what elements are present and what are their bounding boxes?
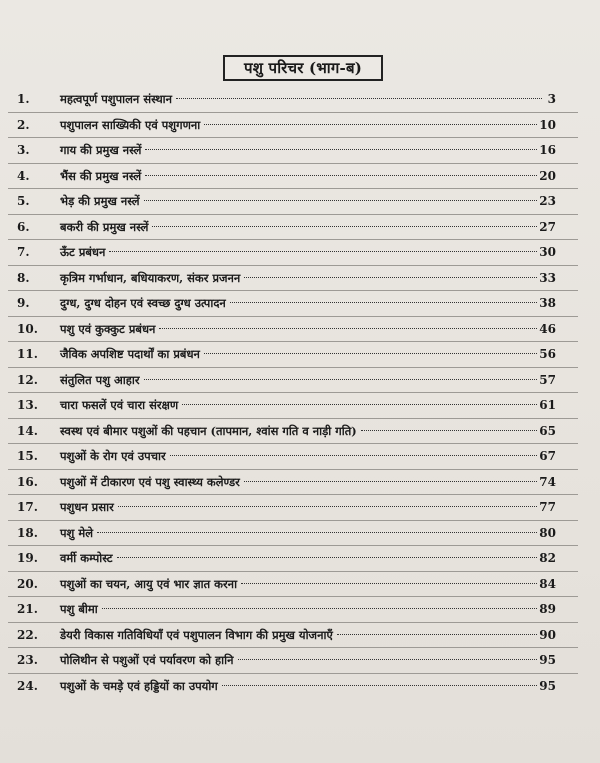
toc-entry-label: कृत्रिम गर्भाधान, बधियाकरण, संकर प्रजनन	[60, 270, 241, 285]
dot-leader	[244, 481, 537, 482]
toc-entry-number: 3.	[17, 143, 30, 157]
toc-entry	[60, 164, 556, 188]
dot-leader	[145, 149, 537, 150]
toc-entry-page-number: 67	[539, 449, 556, 463]
toc-entry	[60, 419, 556, 443]
toc-entry	[60, 138, 556, 162]
toc-entry	[60, 444, 556, 468]
toc-entry-label: पशुओं का चयन, आयु एवं भार ज्ञात करना	[60, 576, 238, 591]
toc-entry	[60, 368, 556, 392]
toc-row	[0, 648, 600, 672]
toc-entry-label: संतुलित पशु आहार	[60, 372, 140, 387]
toc-entry-page-number: 80	[539, 525, 556, 540]
toc-entry-label: भैंस की प्रमुख नस्लें	[60, 168, 142, 183]
toc-entry-number: 14.	[17, 423, 38, 438]
toc-row	[0, 444, 600, 468]
toc-entry-number: 17.	[17, 500, 38, 514]
toc-row	[0, 495, 600, 519]
dot-leader	[117, 557, 538, 558]
dot-leader	[97, 532, 537, 533]
toc-entry-number: 24.	[17, 678, 38, 693]
toc-row	[0, 623, 600, 647]
toc-entry-label: डेयरी विकास गतिविधियाँ एवं पशुपालन विभाग की प्रमुख योजनाएँ	[60, 627, 333, 642]
toc-entry-page-number: 77	[539, 500, 556, 514]
toc-entry-page-number: 84	[539, 576, 556, 591]
dot-leader	[118, 506, 537, 507]
toc-entry-label: पशुपालन साख्यिकी एवं पशुगणना	[60, 117, 201, 132]
toc-entry-label: पशु मेले	[60, 525, 94, 540]
toc-entry-page-number: 38	[539, 296, 556, 310]
toc-entry-page-number: 23	[539, 194, 556, 208]
toc-entry-page-number: 82	[539, 551, 556, 565]
toc-entry-page-number: 16	[539, 143, 556, 157]
toc-row	[0, 470, 600, 494]
toc-entry-label: स्वस्थ एवं बीमार पशुओं की पहचान (तापमान, श्वांस गति व नाड़ी गति)	[60, 423, 357, 438]
dot-leader	[102, 608, 538, 609]
dot-leader	[337, 634, 537, 635]
toc-entry-label: महत्वपूर्ण पशुपालन संस्थान	[60, 92, 173, 106]
toc-entry-label: पशु बीमा	[60, 602, 98, 616]
toc-entry-number: 7.	[17, 245, 30, 259]
toc-row	[0, 240, 600, 264]
toc-entry-page-number: 65	[539, 423, 556, 438]
toc-entry-number: 15.	[17, 449, 38, 463]
toc-entry	[60, 623, 556, 647]
dot-leader	[204, 124, 537, 125]
toc-entry-page-number: 3	[547, 92, 556, 106]
dot-leader	[144, 379, 538, 380]
dot-leader	[144, 200, 538, 201]
toc-entry-number: 2.	[17, 117, 30, 132]
toc-entry	[60, 215, 556, 239]
toc-entry-number: 6.	[17, 219, 30, 234]
dot-leader	[176, 98, 542, 99]
toc-entry	[60, 266, 556, 290]
toc-row	[0, 572, 600, 596]
toc-entry-label: ऊँट प्रबंधन	[60, 245, 106, 259]
toc-entry-label: जैविक अपशिष्ट पदार्थों का प्रबंधन	[60, 347, 200, 361]
toc-entry-label: पशुओं के रोग एवं उपचार	[60, 449, 166, 463]
toc-entry-number: 16.	[17, 474, 38, 489]
toc-entry-page-number: 57	[539, 372, 556, 387]
toc-row	[0, 368, 600, 392]
toc-row	[0, 266, 600, 290]
toc-row	[0, 674, 600, 698]
toc-entry-label: पशु एवं कुक्कुट प्रबंधन	[60, 321, 156, 336]
toc-entry-page-number: 90	[539, 627, 556, 642]
toc-entry-page-number: 74	[539, 474, 556, 489]
toc-entry-number: 11.	[17, 347, 38, 361]
toc-entry	[60, 674, 556, 698]
toc-row	[0, 317, 600, 341]
toc-row	[0, 419, 600, 443]
toc-entry	[60, 240, 556, 264]
toc-entry-label: वर्मी कम्पोस्ट	[60, 551, 113, 565]
dot-leader	[109, 251, 537, 252]
dot-leader	[244, 277, 537, 278]
toc-entry-label: दुग्ध, दुग्ध दोहन एवं स्वच्छ दुग्ध उत्पादन	[60, 296, 226, 310]
toc-entry	[60, 546, 556, 570]
dot-leader	[230, 302, 537, 303]
toc-entry	[60, 495, 556, 519]
toc-entry	[60, 648, 556, 672]
toc-entry-page-number: 33	[539, 270, 556, 285]
toc-entry-number: 8.	[17, 270, 30, 285]
dot-leader	[170, 455, 538, 456]
toc-entry-number: 10.	[17, 321, 38, 336]
dot-leader	[361, 430, 538, 431]
dot-leader	[238, 659, 538, 660]
dot-leader	[145, 175, 537, 176]
toc-entry-label: बकरी की प्रमुख नस्लें	[60, 219, 149, 234]
toc-entry-page-number: 30	[539, 245, 556, 259]
toc-entry-number: 9.	[17, 296, 30, 310]
toc-entry-label: चारा फसलें एवं चारा संरक्षण	[60, 398, 179, 412]
toc-row	[0, 113, 600, 137]
toc-entry	[60, 113, 556, 137]
toc-row	[0, 597, 600, 621]
toc-entry-label: पशुओं के चमड़े एवं हड्डियों का उपयोग	[60, 678, 218, 693]
toc-entry-label: पोलिथीन से पशुओं एवं पर्यावरण को हानि	[60, 653, 234, 667]
toc-entry-page-number: 10	[539, 117, 556, 132]
toc-entry	[60, 189, 556, 213]
toc-entry-number: 18.	[17, 525, 38, 540]
toc-entry-number: 21.	[17, 602, 38, 616]
toc-entry	[60, 597, 556, 621]
dot-leader	[182, 404, 537, 405]
toc-entry-page-number: 61	[539, 398, 556, 412]
toc-entry-number: 13.	[17, 398, 38, 412]
toc-entry-number: 23.	[17, 653, 38, 667]
toc-entry-page-number: 46	[539, 321, 556, 336]
toc-entry	[60, 87, 556, 111]
toc-entry	[60, 317, 556, 341]
toc-row	[0, 342, 600, 366]
dot-leader	[152, 226, 537, 227]
toc-row	[0, 215, 600, 239]
toc-entry	[60, 291, 556, 315]
page-title: पशु परिचर (भाग-ब)	[223, 55, 383, 81]
toc-row	[0, 291, 600, 315]
toc-row	[0, 138, 600, 162]
toc-entry-number: 19.	[17, 551, 38, 565]
toc-entry	[60, 521, 556, 545]
toc-entry-number: 12.	[17, 372, 38, 387]
toc-entry-label: गाय की प्रमुख नस्लें	[60, 143, 142, 157]
toc-row	[0, 393, 600, 417]
toc-entry-label: भेड़ की प्रमुख नस्लें	[60, 194, 140, 208]
toc-entry-number: 4.	[17, 168, 30, 183]
dot-leader	[159, 328, 537, 329]
toc-entry-number: 20.	[17, 576, 38, 591]
toc-row	[0, 189, 600, 213]
dot-leader	[204, 353, 537, 354]
toc-row	[0, 546, 600, 570]
dot-leader	[222, 685, 538, 686]
toc-row	[0, 521, 600, 545]
toc-row	[0, 87, 600, 111]
toc-entry-page-number: 20	[539, 168, 556, 183]
toc-entry-number: 1.	[17, 92, 30, 106]
toc-entry	[60, 572, 556, 596]
toc-entry-label: पशुधन प्रसार	[60, 500, 114, 514]
toc-entry	[60, 342, 556, 366]
toc-entry-page-number: 89	[539, 602, 556, 616]
toc-entry-number: 5.	[17, 194, 30, 208]
toc-entry	[60, 470, 556, 494]
dot-leader	[241, 583, 537, 584]
toc-entry-page-number: 95	[539, 678, 556, 693]
toc-entry-page-number: 27	[539, 219, 556, 234]
toc-entry-page-number: 56	[539, 347, 556, 361]
toc-entry-label: पशुओं में टीकारण एवं पशु स्वास्थ्य कलेण्डर	[60, 474, 240, 489]
toc-entry-number: 22.	[17, 627, 38, 642]
toc-entry-page-number: 95	[539, 653, 556, 667]
toc-entry	[60, 393, 556, 417]
toc-row	[0, 164, 600, 188]
